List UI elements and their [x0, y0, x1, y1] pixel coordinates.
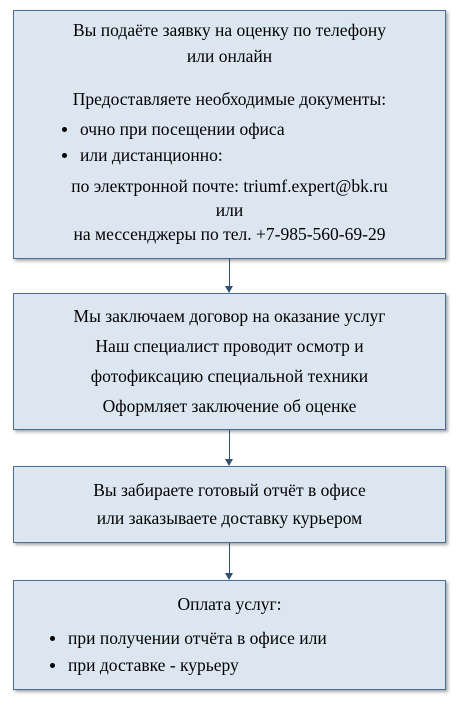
- step-1-line-1: Вы подаёте заявку на оценку по телефону: [73, 20, 386, 40]
- step-2-line-4: Оформляет заключение об оценке: [102, 396, 357, 416]
- step-1-line-2: или онлайн: [186, 46, 273, 66]
- step-1-bullet-2-text: или дистанционно:: [80, 145, 223, 165]
- step-4-bullet-1-text: при получении отчёта в офисе или: [68, 628, 327, 648]
- step-1-phone: на мессенджеры по тел. +7-985-560-69-29: [73, 224, 386, 244]
- step-3-line-2: или заказываете доставку курьером: [96, 508, 363, 528]
- step-4-bullet-1: [50, 627, 327, 649]
- step-4-box: [13, 580, 446, 690]
- step-2-line-1: Мы заключаем договор на оказание услуг: [73, 306, 386, 326]
- bullet-dot-icon: [62, 127, 67, 132]
- step-3-line-1: Вы забираете готовый отчёт в офисе: [93, 480, 366, 500]
- bullet-dot-icon: [50, 636, 55, 641]
- step-1-bullet-2: [62, 144, 223, 166]
- bullet-dot-icon: [62, 153, 67, 158]
- step-2-line-3: фотофиксацию специальной техники: [90, 366, 369, 386]
- step-1-bullet-1: [62, 118, 285, 140]
- step-4-title: Оплата услуг:: [177, 594, 282, 614]
- step-2-line-2: Наш специалист проводит осмотр и: [95, 336, 364, 356]
- bullet-dot-icon: [50, 663, 55, 668]
- step-4-bullet-2-text: при доставке - курьеру: [68, 655, 239, 675]
- step-2-box: [13, 293, 446, 430]
- step-1-bullet-1-text: очно при посещении офиса: [80, 119, 285, 139]
- step-1-box: [13, 10, 446, 259]
- step-4-bullet-2: [50, 654, 239, 676]
- step-1-or: или: [215, 200, 244, 220]
- step-3-box: [13, 466, 446, 543]
- step-1-email: по электронной почте: triumf.expert@bk.ru: [71, 176, 388, 196]
- step-1-line-3: Предоставляете необходимые документы:: [72, 89, 387, 109]
